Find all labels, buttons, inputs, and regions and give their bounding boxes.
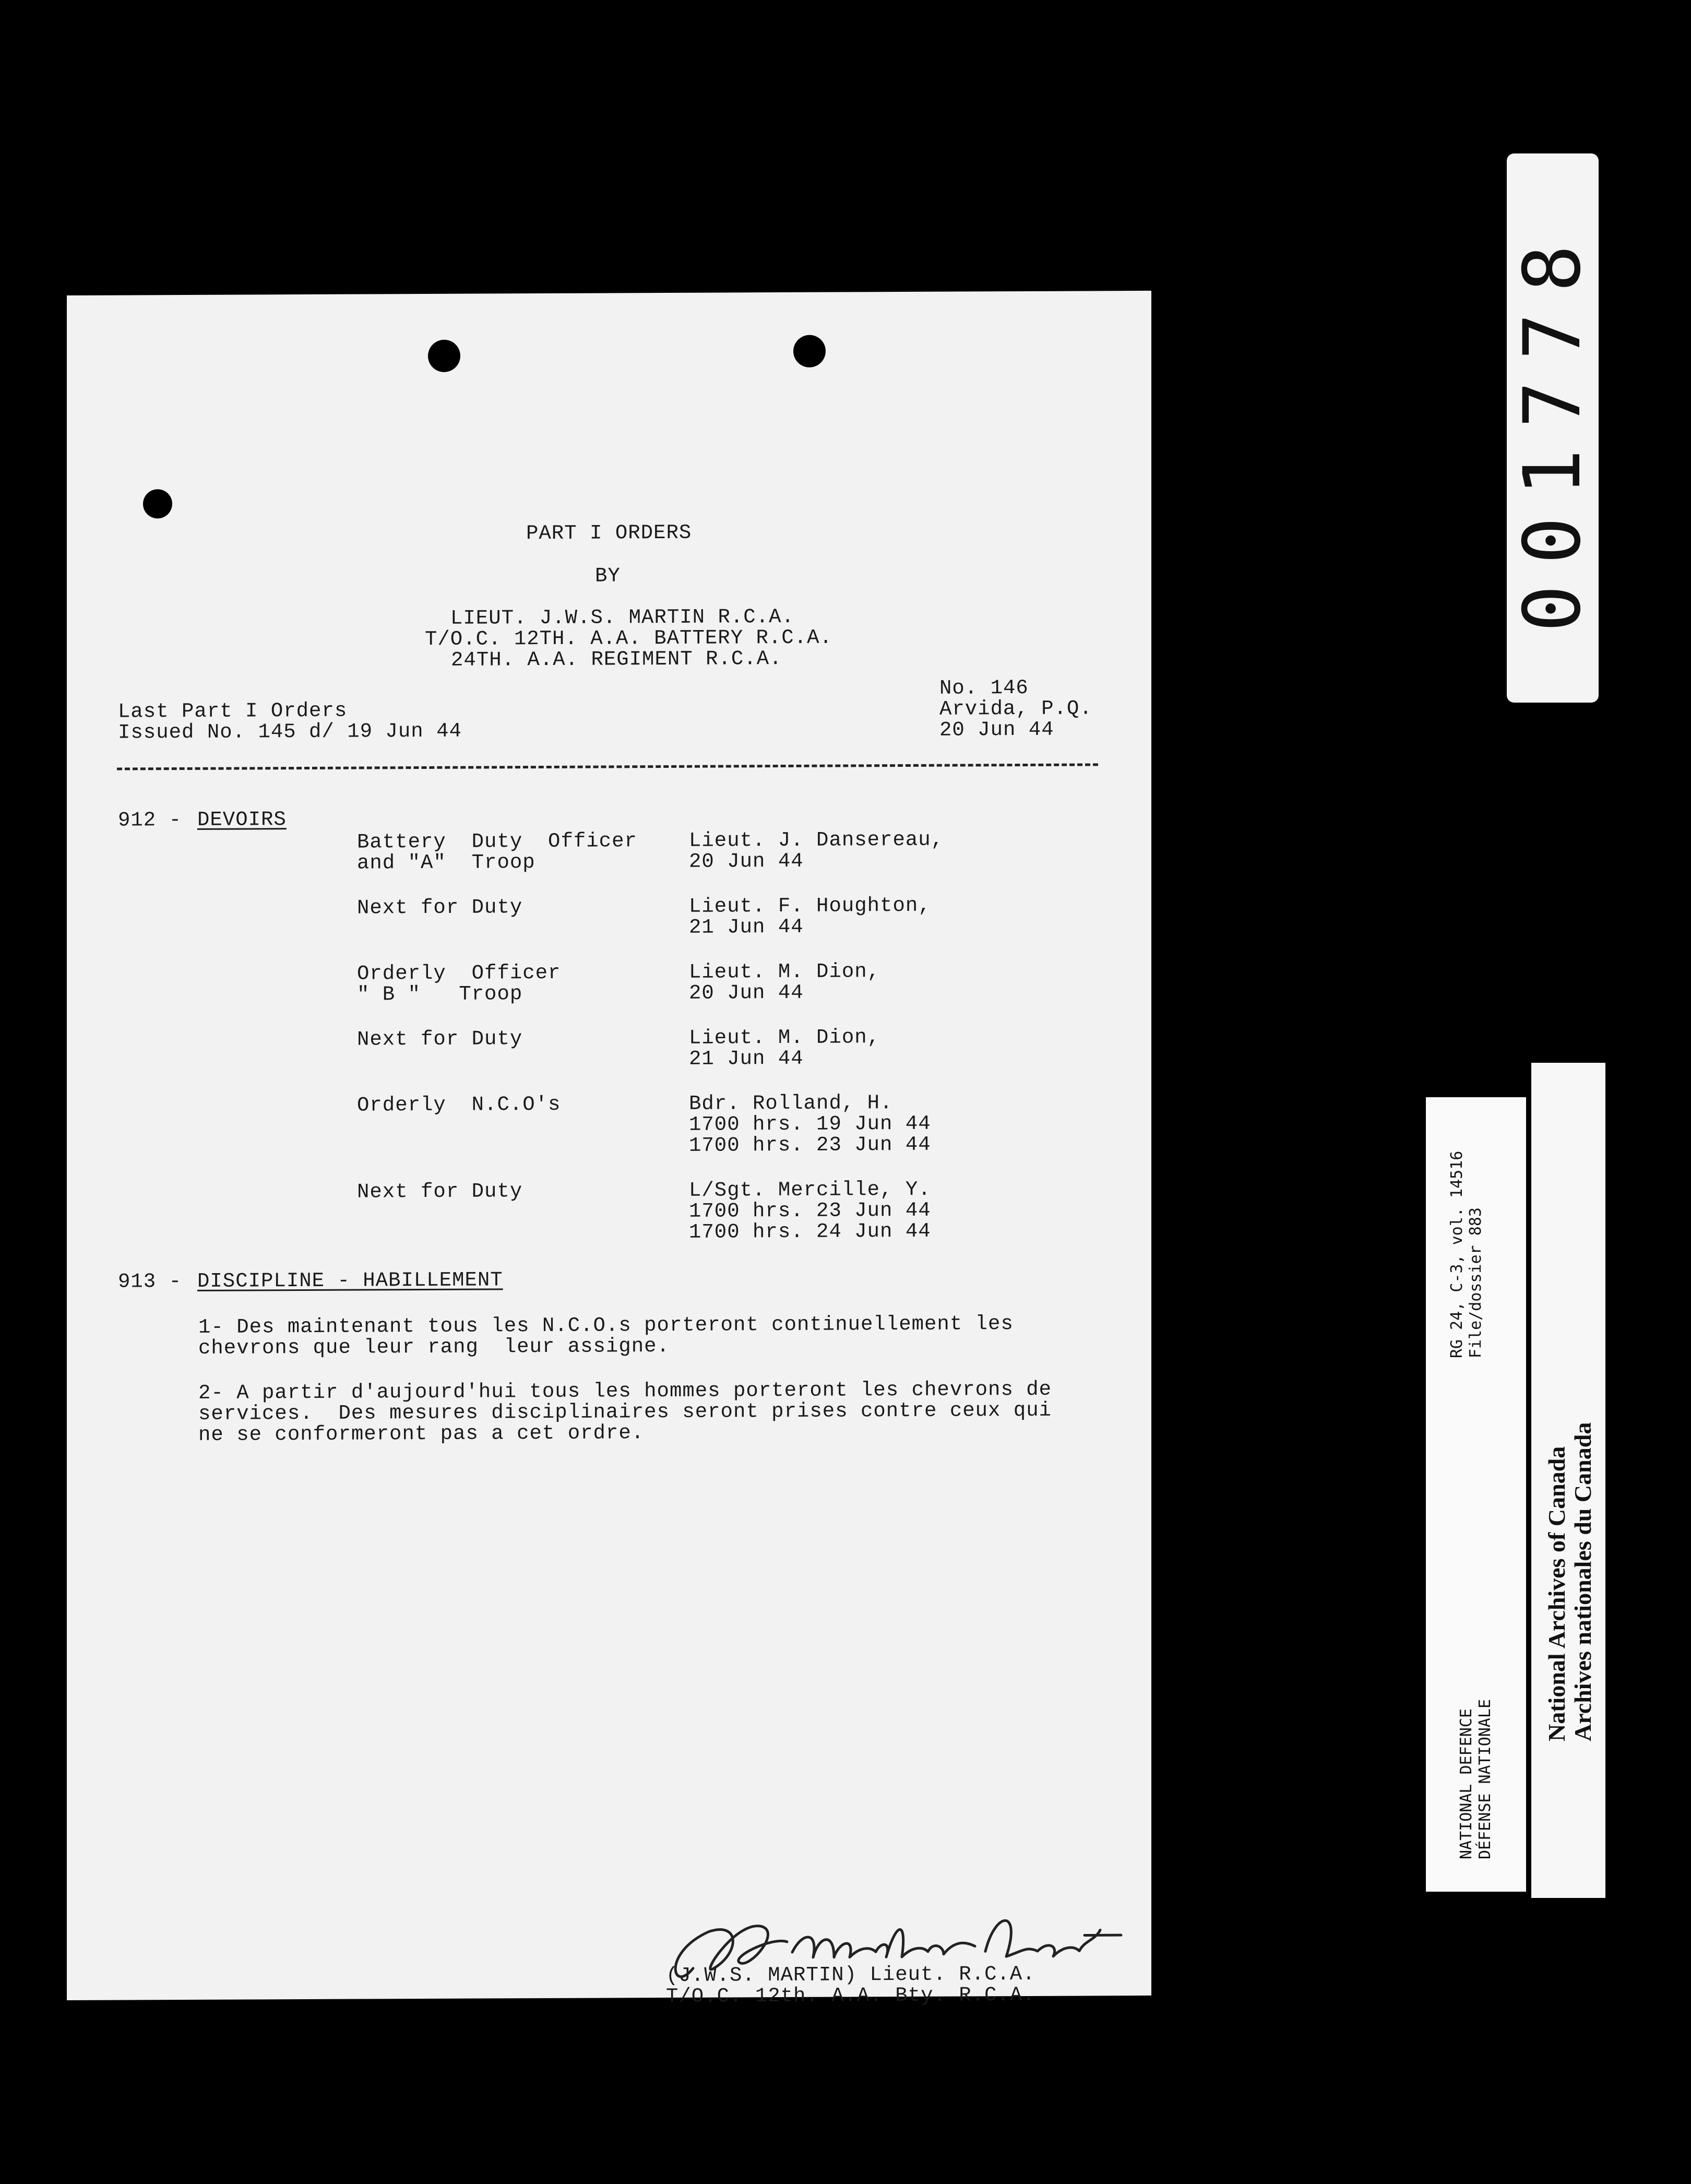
duty-assignee: Lieut. F. Houghton, xyxy=(689,894,931,918)
order-title: PART I ORDERS xyxy=(526,521,692,545)
duty-role: " B " Troop xyxy=(357,982,523,1006)
paragraph-line: 1- Des maintenant tous les N.C.O.s porteront continuellement les xyxy=(198,1312,1014,1339)
punch-hole xyxy=(428,340,460,372)
department-name: NATIONAL DEFENCE xyxy=(1457,1708,1475,1859)
archives-name-fr: Archives nationales du Canada xyxy=(1569,1422,1596,1741)
section-number: 912 - xyxy=(118,809,182,832)
duty-date: 20 Jun 44 xyxy=(689,849,804,873)
punch-hole xyxy=(143,489,172,518)
reference-line: RG 24, C-3, vol. 14516 xyxy=(1448,1150,1466,1358)
duty-time: 1700 hrs. 19 Jun 44 xyxy=(689,1112,931,1136)
document-page xyxy=(67,291,1151,2008)
paragraph-line: ne se conformeront pas a cet ordre. xyxy=(198,1421,645,1446)
duty-role: Next for Duty xyxy=(357,1027,523,1051)
regiment: 24TH. A.A. REGIMENT R.C.A. xyxy=(451,647,782,672)
duty-role: Next for Duty xyxy=(357,1180,523,1204)
paragraph-line: 2- A partir d'aujourd'hui tous les hommes porteront les chevrons de xyxy=(198,1378,1052,1405)
paragraph-line: chevrons que leur rang leur assigne. xyxy=(198,1334,670,1360)
last-orders-issued: Issued No. 145 d/ 19 Jun 44 xyxy=(118,719,462,744)
archives-name-en: National Archives of Canada xyxy=(1543,1446,1570,1741)
officer-unit: T/O.C. 12TH. A.A. BATTERY R.C.A. xyxy=(425,626,832,651)
duty-role: and "A" Troop xyxy=(357,851,535,875)
paragraph-line: services. Des mesures disciplinaires seront prises contre ceux qui xyxy=(198,1398,1052,1426)
duty-role: Orderly Officer xyxy=(357,961,561,986)
duty-role: Next for Duty xyxy=(357,896,523,920)
duty-time: 1700 hrs. 23 Jun 44 xyxy=(689,1198,931,1223)
order-place: Arvida, P.Q. xyxy=(939,697,1092,721)
duty-date: 20 Jun 44 xyxy=(689,981,804,1005)
section-number: 913 - xyxy=(118,1270,182,1293)
duty-assignee: Lieut. M. Dion, xyxy=(689,960,880,984)
dashed-divider xyxy=(117,763,1098,770)
last-orders-label: Last Part I Orders xyxy=(118,699,348,723)
duty-time: 1700 hrs. 24 Jun 44 xyxy=(689,1219,931,1244)
order-by: BY xyxy=(595,564,621,588)
order-number: No. 146 xyxy=(939,676,1029,700)
duty-assignee: Lieut. M. Dion, xyxy=(689,1026,880,1050)
duty-assignee: Bdr. Rolland, H. xyxy=(689,1091,893,1115)
archive-stamp-number: 001778 xyxy=(1507,224,1598,632)
reference-slip xyxy=(1426,1097,1526,1892)
duty-assignee: Lieut. J. Dansereau, xyxy=(689,828,944,852)
duty-date: 21 Jun 44 xyxy=(689,915,804,939)
duty-assignee: L/Sgt. Mercille, Y. xyxy=(689,1178,931,1202)
archive-stamp xyxy=(1507,153,1599,703)
duty-role: Battery Duty Officer xyxy=(357,829,637,854)
punch-hole xyxy=(793,335,826,367)
officer-name: LIEUT. J.W.S. MARTIN R.C.A. xyxy=(450,605,794,630)
duty-role: Orderly N.C.O's xyxy=(357,1093,561,1117)
section-title: DEVOIRS xyxy=(197,808,287,832)
archives-slip xyxy=(1531,1063,1605,1898)
department-name: DÉFENSE NATIONALE xyxy=(1476,1699,1494,1859)
duty-date: 21 Jun 44 xyxy=(689,1047,804,1071)
duty-time: 1700 hrs. 23 Jun 44 xyxy=(689,1133,931,1157)
signature-typed-name: (J.W.S. MARTIN) Lieut. R.C.A. xyxy=(666,1962,1035,1987)
order-date: 20 Jun 44 xyxy=(939,718,1054,742)
signature-typed-title: T/O.C. 12th. A.A. Bty. R.C.A. xyxy=(666,1983,1035,2008)
reference-line: File/dossier 883 xyxy=(1467,1207,1485,1358)
section-title: DISCIPLINE - HABILLEMENT xyxy=(197,1268,503,1293)
